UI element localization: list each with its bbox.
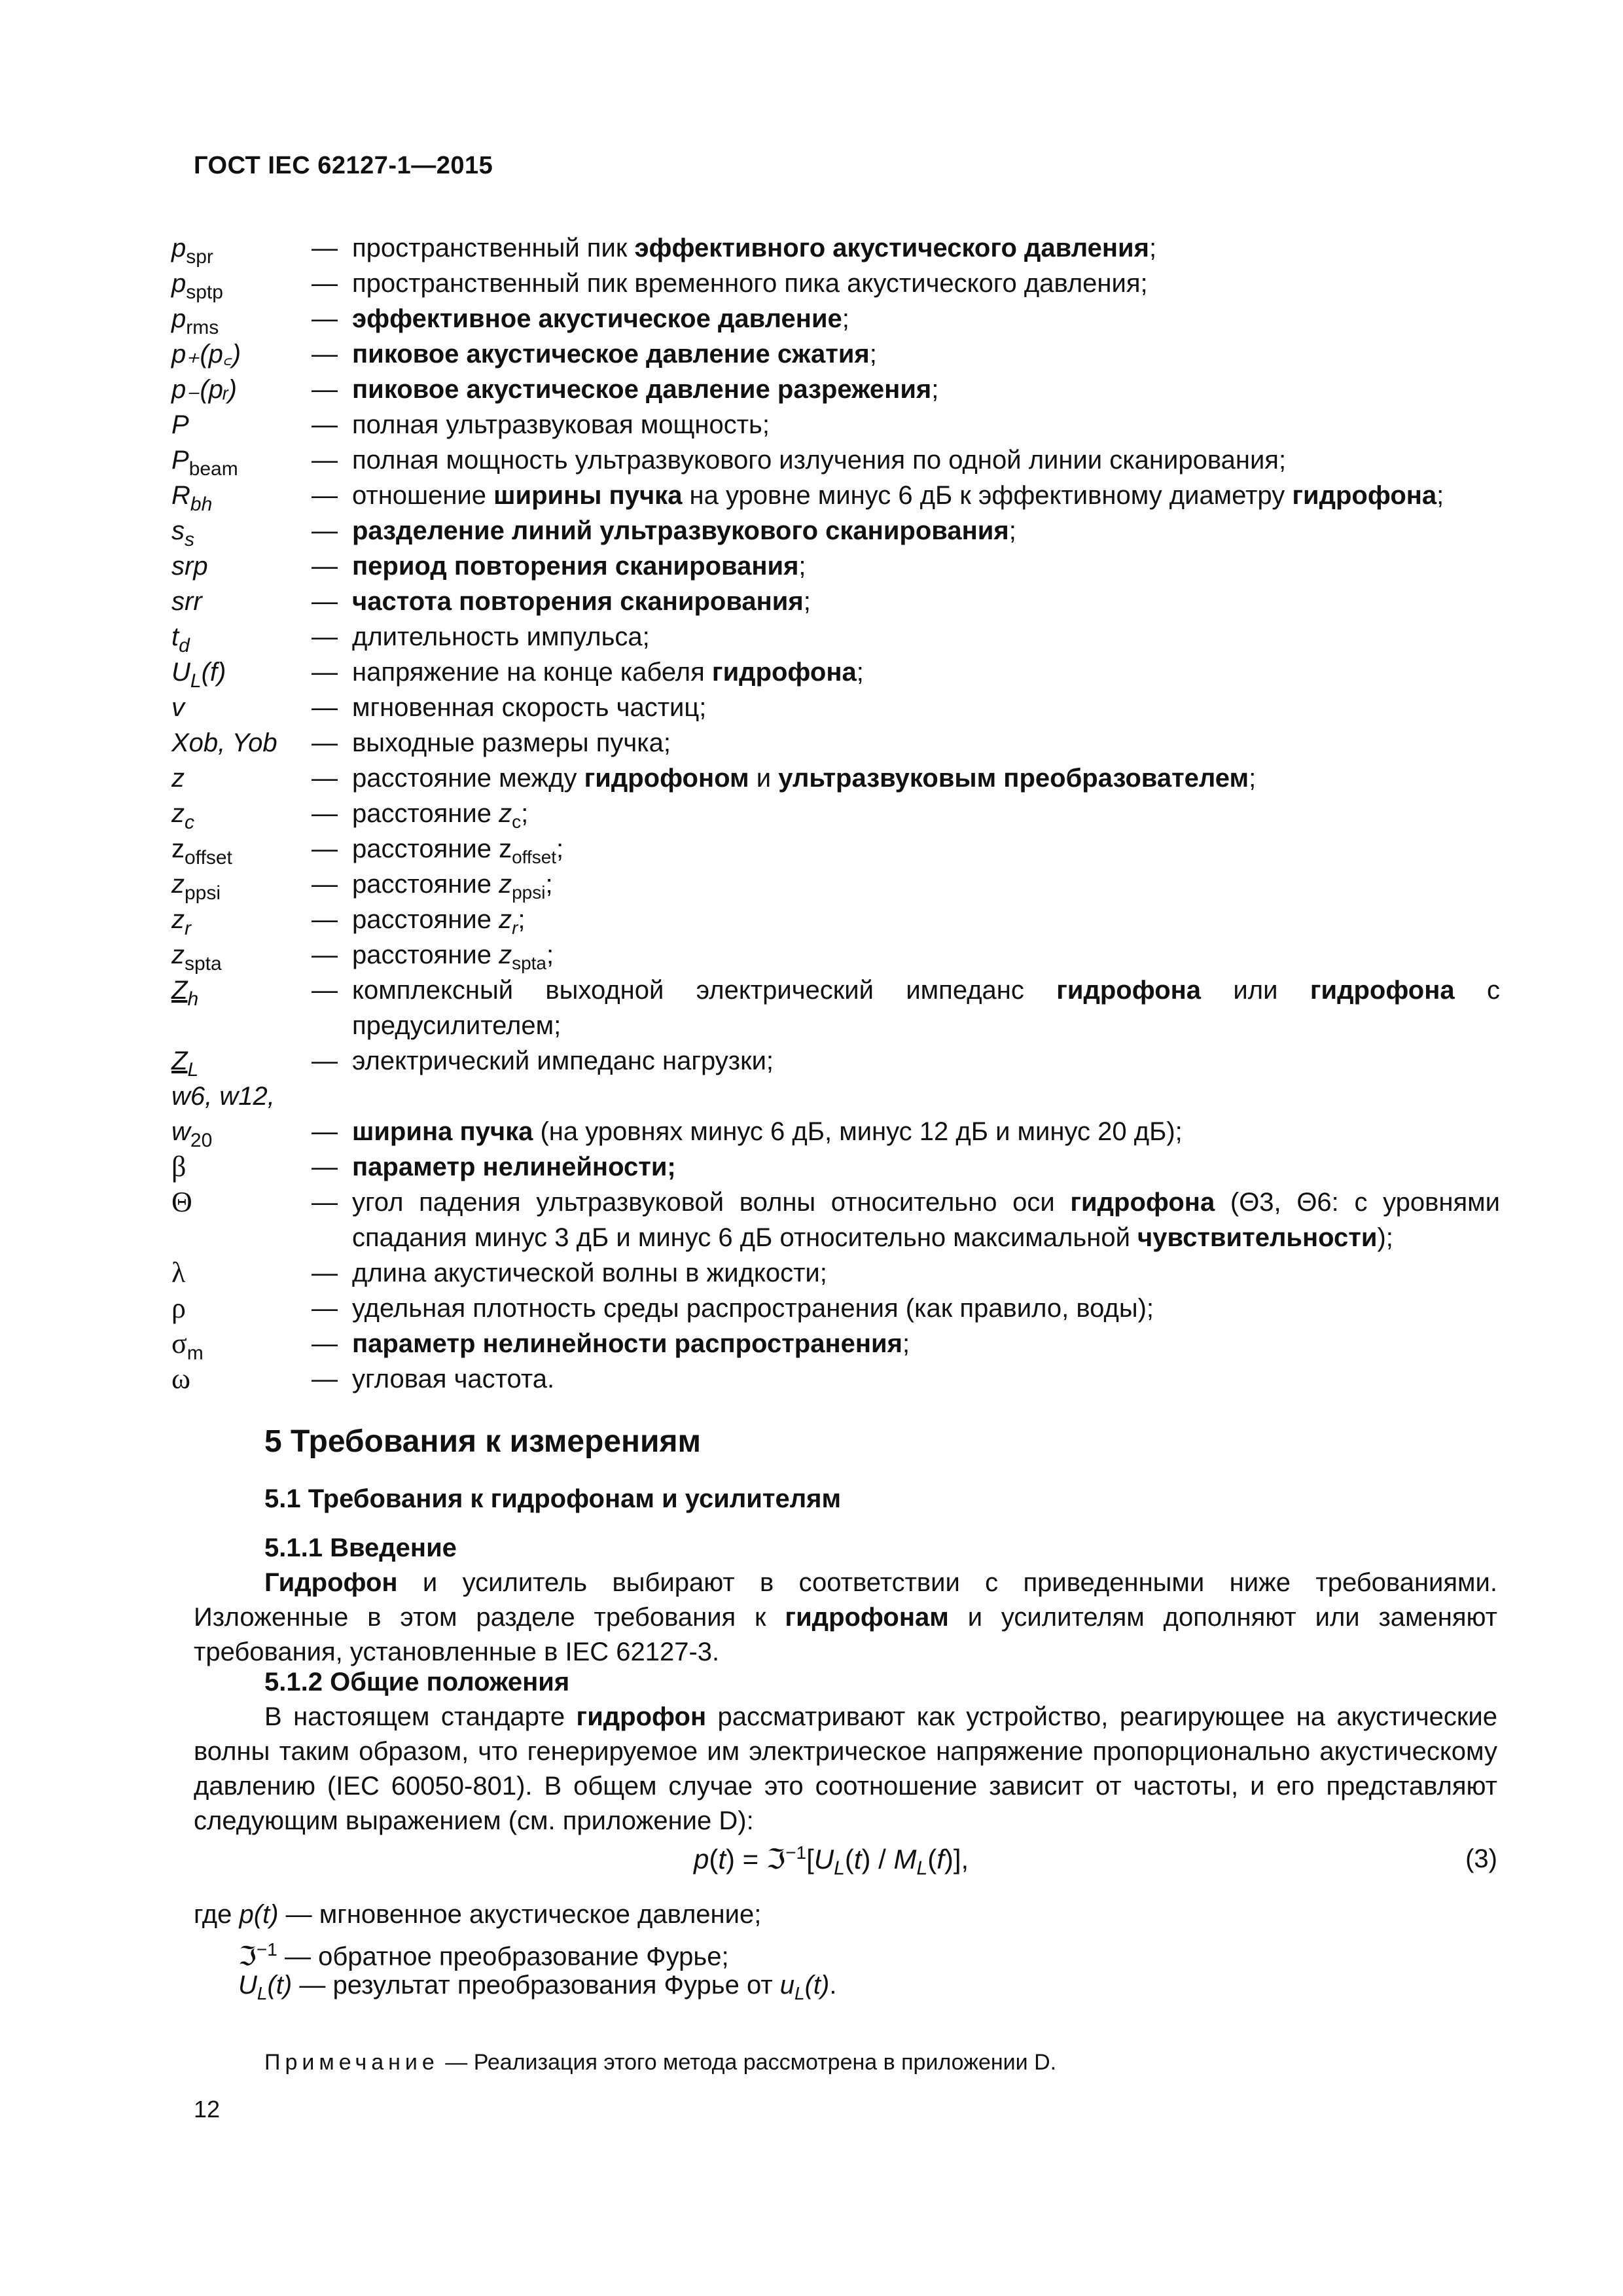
symbol-description: пиковое акустическое давление сжатия; — [352, 340, 877, 368]
symbol-description: эффективное акустическое давление; — [352, 304, 849, 333]
document-header: ГОСТ IEC 62127-1—2015 — [194, 152, 493, 179]
symbol: $R_{bh}$ — [171, 481, 213, 515]
symbol-row: $s_s$ — разделение линий ультразвукового сканирования; — [171, 513, 1500, 548]
symbol: p₊(p꜀) — [171, 340, 241, 368]
symbol-description: полная мощность ультразвукового излучения по одной линии сканирования; — [352, 446, 1287, 475]
where-line: $U_L(t)$ — результат преобразования Фурье от $u_L(t)$. — [238, 1971, 837, 2003]
symbol: ρ — [171, 1292, 186, 1324]
symbol-row: ω — угловая частота. — [171, 1361, 1500, 1397]
symbol-row: $P_{beam}$ — полная мощность ультразвукового излучения по одной линии сканирования; — [171, 442, 1500, 478]
symbol: srp — [171, 552, 208, 581]
symbol-description: электрический импеданс нагрузки; — [352, 1047, 774, 1075]
equation-number: (3) — [1465, 1844, 1497, 1873]
symbol: p₋(pᵣ) — [171, 375, 237, 404]
symbol-row: $z_{ppsi}$ — расстояние $z_{ppsi}$; — [171, 867, 1500, 902]
symbol-description: пространственный пик эффективного акустического давления; — [352, 234, 1157, 262]
symbol-row: p₊(p꜀) — пиковое акустическое давление сжатия; — [171, 336, 1500, 372]
symbol: z — [171, 764, 185, 793]
symbol-row — [171, 1079, 1500, 1114]
symbol-row: Θ — угол падения ультразвуковой волны относительно оси гидрофона (Θ3, Θ6: с уровнями спадания минус 3 дБ и минус 6 дБ относительно максимальной чувствительности); — [171, 1185, 1500, 1255]
symbol-row: $R_{bh}$ — отношение ширины пучка на уровне минус 6 дБ к эффективному диаметру гидрофона; — [171, 478, 1500, 513]
symbol-row: $t_d$ — длительность импульса; — [171, 619, 1500, 655]
subsection-heading: 5.1 Требования к гидрофонам и усилителям — [264, 1484, 842, 1513]
symbol-description: расстояние $z_c$; — [352, 799, 529, 832]
note: Примечание — Реализация этого метода рассмотрена в приложении D. — [264, 2050, 1057, 2075]
symbol-row: ρ — удельная плотность среды распространения (как правило, воды); — [171, 1291, 1500, 1326]
symbol-row: $p_{sptp}$ — пространственный пик временного пика акустического давления; — [171, 266, 1500, 301]
symbol-row: λ — длина акустической волны в жидкости; — [171, 1255, 1500, 1291]
symbol: $Z_h$ — [171, 976, 199, 1010]
symbol-row: $Z_L$ — электрический импеданс нагрузки; — [171, 1043, 1500, 1079]
symbol: $w_{20}$ — [171, 1117, 213, 1151]
symbol: Xob, Yob — [171, 728, 277, 757]
symbol-description: выходные размеры пучка; — [352, 728, 671, 757]
section-heading: 5 Требования к измерениям — [264, 1424, 702, 1459]
symbol-row: $z_c$ — расстояние $z_c$; — [171, 796, 1500, 831]
symbol-description: угловая частота. — [352, 1365, 555, 1393]
page-number: 12 — [194, 2096, 221, 2123]
symbol-row: $w_{20}$ — ширина пучка (на уровнях минус 6 дБ, минус 12 дБ и минус 20 дБ); — [171, 1114, 1500, 1149]
symbol: $p_{sptp}$ — [171, 269, 223, 303]
symbol-row: z — расстояние между гидрофоном и ультразвуковым преобразователем; — [171, 761, 1500, 796]
clause-heading-intro: 5.1.1 Введение — [264, 1534, 457, 1562]
symbol: $z_c$ — [171, 799, 194, 833]
symbol-description: длина акустической волны в жидкости; — [352, 1259, 827, 1287]
paragraph-intro: Гидрофон и усилитель выбирают в соответствии с приведенными ниже требованиями. Изложенные в этом разделе требования к гидрофонам и усилителям дополняют или заменяют требования, установленные в IEC 62127-3. — [194, 1568, 1497, 1666]
symbol: $P_{beam}$ — [171, 446, 238, 480]
symbol: $z_{spta}$ — [171, 941, 222, 975]
symbol-row: β — параметр нелинейности; — [171, 1149, 1500, 1185]
symbol-row: $z_{offset}$ — расстояние $z_{offset}$; — [171, 831, 1500, 867]
symbol-row: p₋(pᵣ) — пиковое акустическое давление разрежения; — [171, 372, 1500, 407]
symbol-row: $z_{spta}$ — расстояние $z_{spta}$; — [171, 937, 1500, 973]
symbol: $p_{spr}$ — [171, 234, 213, 268]
symbol: β — [171, 1151, 187, 1183]
equation: $p(t) = ℑ^{-1}[U_L(t) / M_L(f)]$, — [694, 1842, 969, 1879]
symbol-row: $\sigma_m$ — параметр нелинейности распространения; — [171, 1326, 1500, 1361]
symbol: w6, w12, — [171, 1082, 275, 1111]
symbol: $p_{rms}$ — [171, 304, 219, 338]
symbol: Θ — [171, 1186, 192, 1218]
symbol-row: Xob, Yob — выходные размеры пучка; — [171, 725, 1500, 761]
symbol-row: $p_{rms}$ — эффективное акустическое давление; — [171, 301, 1500, 336]
clause-heading-general: 5.1.2 Общие положения — [264, 1668, 570, 1696]
symbol: ω — [171, 1363, 190, 1395]
paragraph-general: В настоящем стандарте гидрофон рассматривают как устройство, реагирующее на акустические волны таким образом, что генерируемое им электрическое напряжение пропорционально акустическому давлению (IEC 60050-801). В общем случае это соотношение зависит от частоты, и его представляют следующим выражением (см. приложение D): — [194, 1702, 1498, 1835]
symbol: $z_{ppsi}$ — [171, 870, 221, 904]
symbol-row: $p_{spr}$ — пространственный пик эффективного акустического давления; — [171, 230, 1500, 266]
symbol-description: расстояние между гидрофоном и ультразвуковым преобразователем; — [352, 764, 1257, 793]
symbol: $t_d$ — [171, 622, 190, 656]
symbol: srr — [171, 587, 202, 616]
symbol-description: период повторения сканирования; — [352, 552, 806, 581]
symbol-row: $U_L(f)$ — напряжение на конце кабеля гидрофона; — [171, 655, 1500, 690]
symbol-description: угол падения ультразвуковой волны относительно оси гидрофона (Θ3, Θ6: с уровнями спадания минус 3 дБ и минус 6 дБ относительно максимальной чувствительности); — [352, 1188, 1500, 1252]
symbol-row: srp — период повторения сканирования; — [171, 548, 1500, 584]
symbol-description: комплексный выходной электрический импеданс гидрофона или гидрофона с предусилителем; — [352, 976, 1500, 1040]
symbol-description: пиковое акустическое давление разрежения; — [352, 375, 939, 404]
symbol-description: параметр нелинейности распространения; — [352, 1329, 910, 1358]
symbol-row: P — полная ультразвуковая мощность; — [171, 407, 1500, 442]
symbol-description: напряжение на конце кабеля гидрофона; — [352, 658, 864, 687]
symbol-description: параметр нелинейности; — [352, 1153, 676, 1181]
symbol-description: расстояние $z_{offset}$; — [352, 834, 564, 867]
symbol-row: srr — частота повторения сканирования; — [171, 584, 1500, 619]
symbol-description: длительность импульса; — [352, 622, 650, 651]
symbol-description: расстояние $z_r$; — [352, 905, 526, 938]
symbol-description: частота повторения сканирования; — [352, 587, 811, 616]
where-line: ℑ$^{-1}$ — обратное преобразование Фурье; — [238, 1939, 729, 1971]
symbol-description: ширина пучка (на уровнях минус 6 дБ, минус 12 дБ и минус 20 дБ); — [352, 1117, 1183, 1146]
symbol: $z_r$ — [171, 905, 191, 939]
symbol: $Z_L$ — [171, 1047, 199, 1081]
symbol-row: v — мгновенная скорость частиц; — [171, 690, 1500, 725]
symbol-row: $z_r$ — расстояние $z_r$; — [171, 902, 1500, 937]
symbol-description: пространственный пик временного пика акустического давления; — [352, 269, 1148, 298]
symbol-row: $Z_h$ — комплексный выходной электрический импеданс гидрофона или гидрофона с предусилителем; — [171, 973, 1500, 1043]
symbol: v — [171, 693, 185, 722]
symbol-description: полная ультразвуковая мощность; — [352, 410, 770, 439]
symbol: λ — [171, 1257, 186, 1289]
symbol: $\sigma_m$ — [171, 1327, 204, 1364]
symbol: $z_{offset}$ — [171, 834, 232, 869]
symbol-description: отношение ширины пучка на уровне минус 6 дБ к эффективному диаметру гидрофона; — [352, 481, 1444, 510]
symbols-list — [171, 230, 1500, 1397]
symbol-description: разделение линий ультразвукового сканирования; — [352, 516, 1016, 545]
symbol-description: мгновенная скорость частиц; — [352, 693, 707, 722]
where-line: где p(t) — мгновенное акустическое давление; — [194, 1900, 762, 1929]
symbol-description: расстояние $z_{ppsi}$; — [352, 870, 553, 903]
symbol: P — [171, 410, 189, 439]
symbol: $s_s$ — [171, 516, 194, 550]
symbol-description: удельная плотность среды распространения (как правило, воды); — [352, 1294, 1154, 1323]
symbol: $U_L(f)$ — [171, 658, 226, 692]
symbol-description: расстояние $z_{spta}$; — [352, 941, 554, 973]
